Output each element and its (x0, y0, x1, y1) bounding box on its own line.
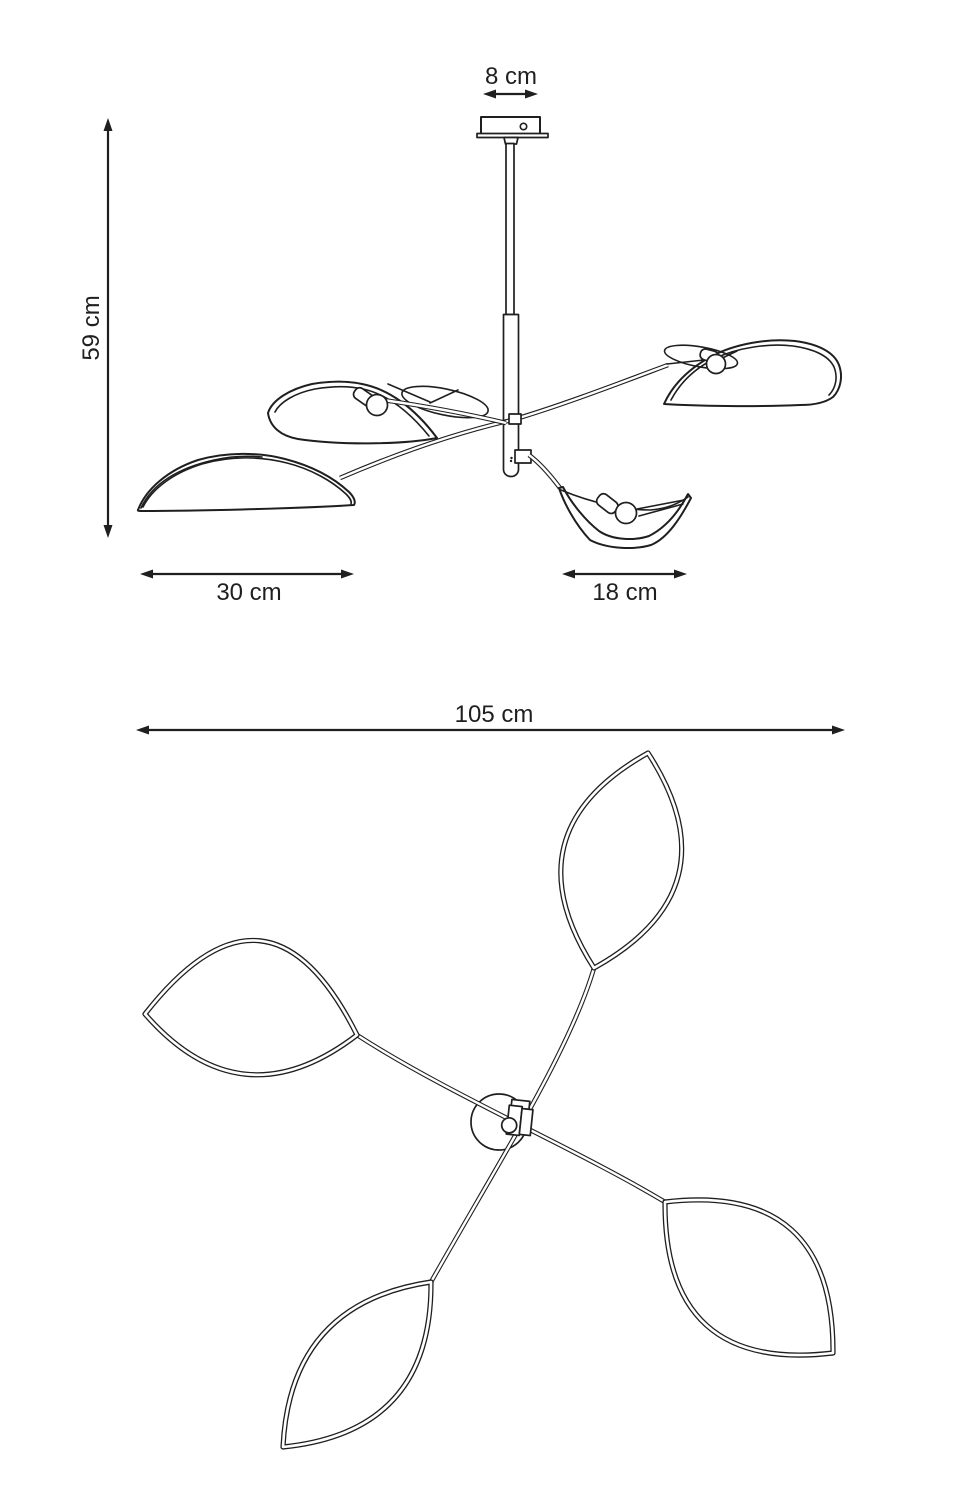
rod-clamp-upper (509, 414, 521, 424)
small-shade-bulb (616, 503, 637, 524)
bracket-dot (510, 457, 512, 459)
dimension-label-overall-width: 105 cm (454, 701, 534, 728)
mid-left-shade-body (268, 382, 437, 444)
upper-right-shade-body (664, 340, 841, 406)
leaf-shade-bottom-left (283, 1282, 431, 1447)
large-shade-body (138, 454, 355, 511)
tube-detail-dot (510, 460, 512, 462)
arm-lower-right (529, 455, 560, 488)
dimension-label-overall-height: 59 cm (78, 295, 105, 361)
arrow-left-icon (483, 90, 496, 99)
dimension-label-large-shade-width: 30 cm (216, 579, 282, 606)
arrow-right-icon (674, 570, 687, 579)
dimension-small-shade-width (562, 570, 687, 607)
mid-left-bulb (367, 395, 388, 416)
arrow-left-icon (562, 570, 575, 579)
arrow-down-icon (104, 525, 113, 538)
leaf-shade-bottom-right (665, 1200, 833, 1355)
leaf-shade-top-right (561, 753, 682, 968)
upper-right-bulb (707, 355, 726, 374)
dimension-overall-width (136, 701, 845, 735)
arrow-right-icon (832, 726, 845, 735)
upper-right-shade (663, 340, 841, 406)
ceiling-canopy (481, 117, 540, 134)
arrow-left-icon (140, 570, 153, 579)
small-shade (559, 487, 691, 548)
dimension-large-shade-width (140, 570, 354, 607)
large-shade (138, 454, 355, 511)
hub-block-b (519, 1109, 533, 1136)
leaf-shade-left (145, 940, 357, 1074)
suspension-rod (506, 144, 514, 315)
arrow-up-icon (104, 118, 113, 131)
dimension-label-small-shade-width: 18 cm (592, 579, 658, 606)
top-view (145, 753, 833, 1447)
dimension-label-canopy-width: 8 cm (484, 63, 538, 90)
arrow-right-icon (341, 570, 354, 579)
side-view (138, 117, 841, 548)
arrow-right-icon (525, 90, 538, 99)
hub-end-cap (501, 1117, 517, 1133)
dimension-overall-height (78, 118, 113, 538)
arrow-left-icon (136, 726, 149, 735)
dimension-canopy-width (483, 63, 538, 99)
